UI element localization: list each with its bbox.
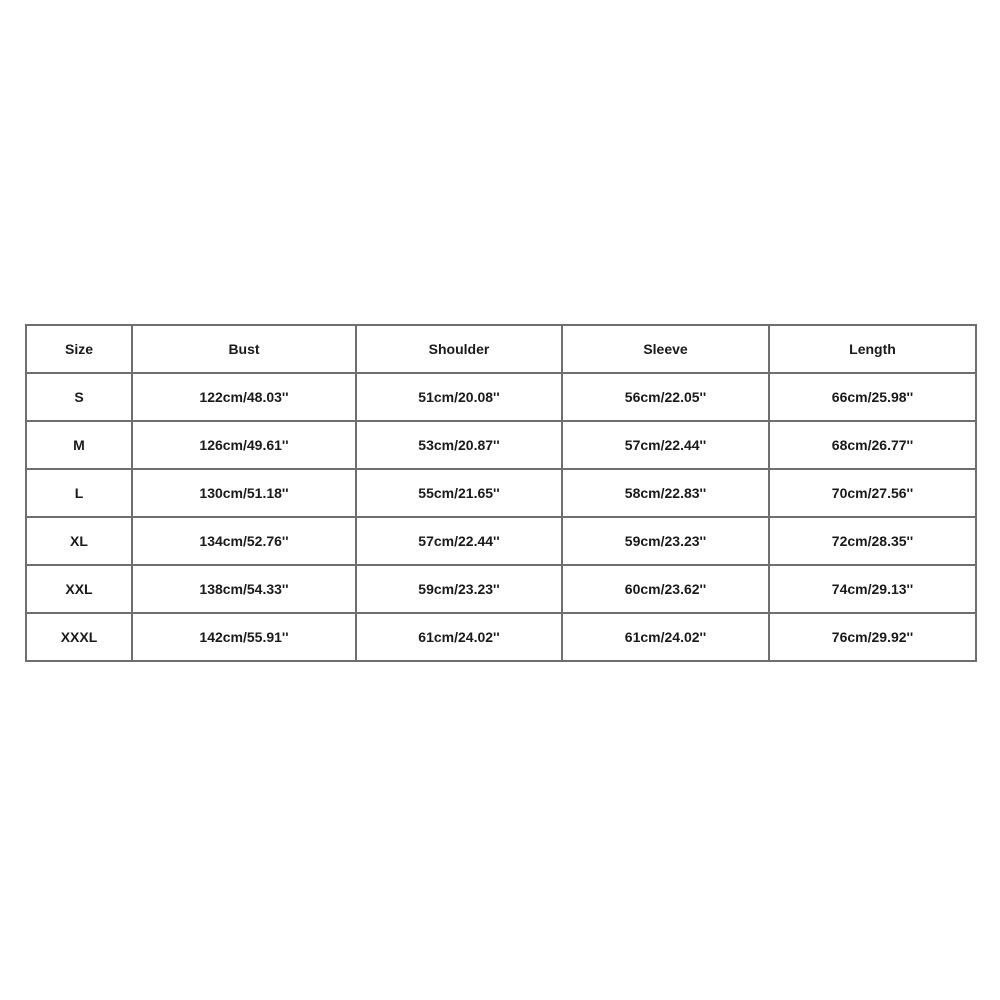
cell-size: S (26, 373, 132, 421)
header-shoulder: Shoulder (356, 325, 562, 373)
cell-size: XL (26, 517, 132, 565)
table-row (26, 565, 976, 613)
cell-bust: 130cm/51.18'' (132, 469, 356, 517)
cell-bust: 138cm/54.33'' (132, 565, 356, 613)
table-row (26, 613, 976, 661)
cell-length: 72cm/28.35'' (769, 517, 976, 565)
cell-bust: 134cm/52.76'' (132, 517, 356, 565)
cell-size: XXXL (26, 613, 132, 661)
table-row (26, 373, 976, 421)
header-sleeve: Sleeve (562, 325, 769, 373)
cell-shoulder: 61cm/24.02'' (356, 613, 562, 661)
cell-sleeve: 57cm/22.44'' (562, 421, 769, 469)
cell-length: 70cm/27.56'' (769, 469, 976, 517)
table-row (26, 517, 976, 565)
cell-length: 68cm/26.77'' (769, 421, 976, 469)
cell-size: M (26, 421, 132, 469)
cell-sleeve: 61cm/24.02'' (562, 613, 769, 661)
cell-sleeve: 58cm/22.83'' (562, 469, 769, 517)
cell-bust: 122cm/48.03'' (132, 373, 356, 421)
cell-length: 74cm/29.13'' (769, 565, 976, 613)
table-row (26, 469, 976, 517)
cell-shoulder: 55cm/21.65'' (356, 469, 562, 517)
cell-sleeve: 60cm/23.62'' (562, 565, 769, 613)
size-chart-table (25, 324, 977, 662)
cell-size: L (26, 469, 132, 517)
cell-shoulder: 51cm/20.08'' (356, 373, 562, 421)
cell-shoulder: 53cm/20.87'' (356, 421, 562, 469)
header-size: Size (26, 325, 132, 373)
header-bust: Bust (132, 325, 356, 373)
cell-bust: 126cm/49.61'' (132, 421, 356, 469)
cell-sleeve: 59cm/23.23'' (562, 517, 769, 565)
cell-shoulder: 59cm/23.23'' (356, 565, 562, 613)
table-body (26, 373, 976, 661)
cell-bust: 142cm/55.91'' (132, 613, 356, 661)
header-length: Length (769, 325, 976, 373)
cell-length: 66cm/25.98'' (769, 373, 976, 421)
cell-shoulder: 57cm/22.44'' (356, 517, 562, 565)
table-header (26, 325, 976, 373)
cell-size: XXL (26, 565, 132, 613)
cell-length: 76cm/29.92'' (769, 613, 976, 661)
cell-sleeve: 56cm/22.05'' (562, 373, 769, 421)
header-row (26, 325, 976, 373)
table-row (26, 421, 976, 469)
